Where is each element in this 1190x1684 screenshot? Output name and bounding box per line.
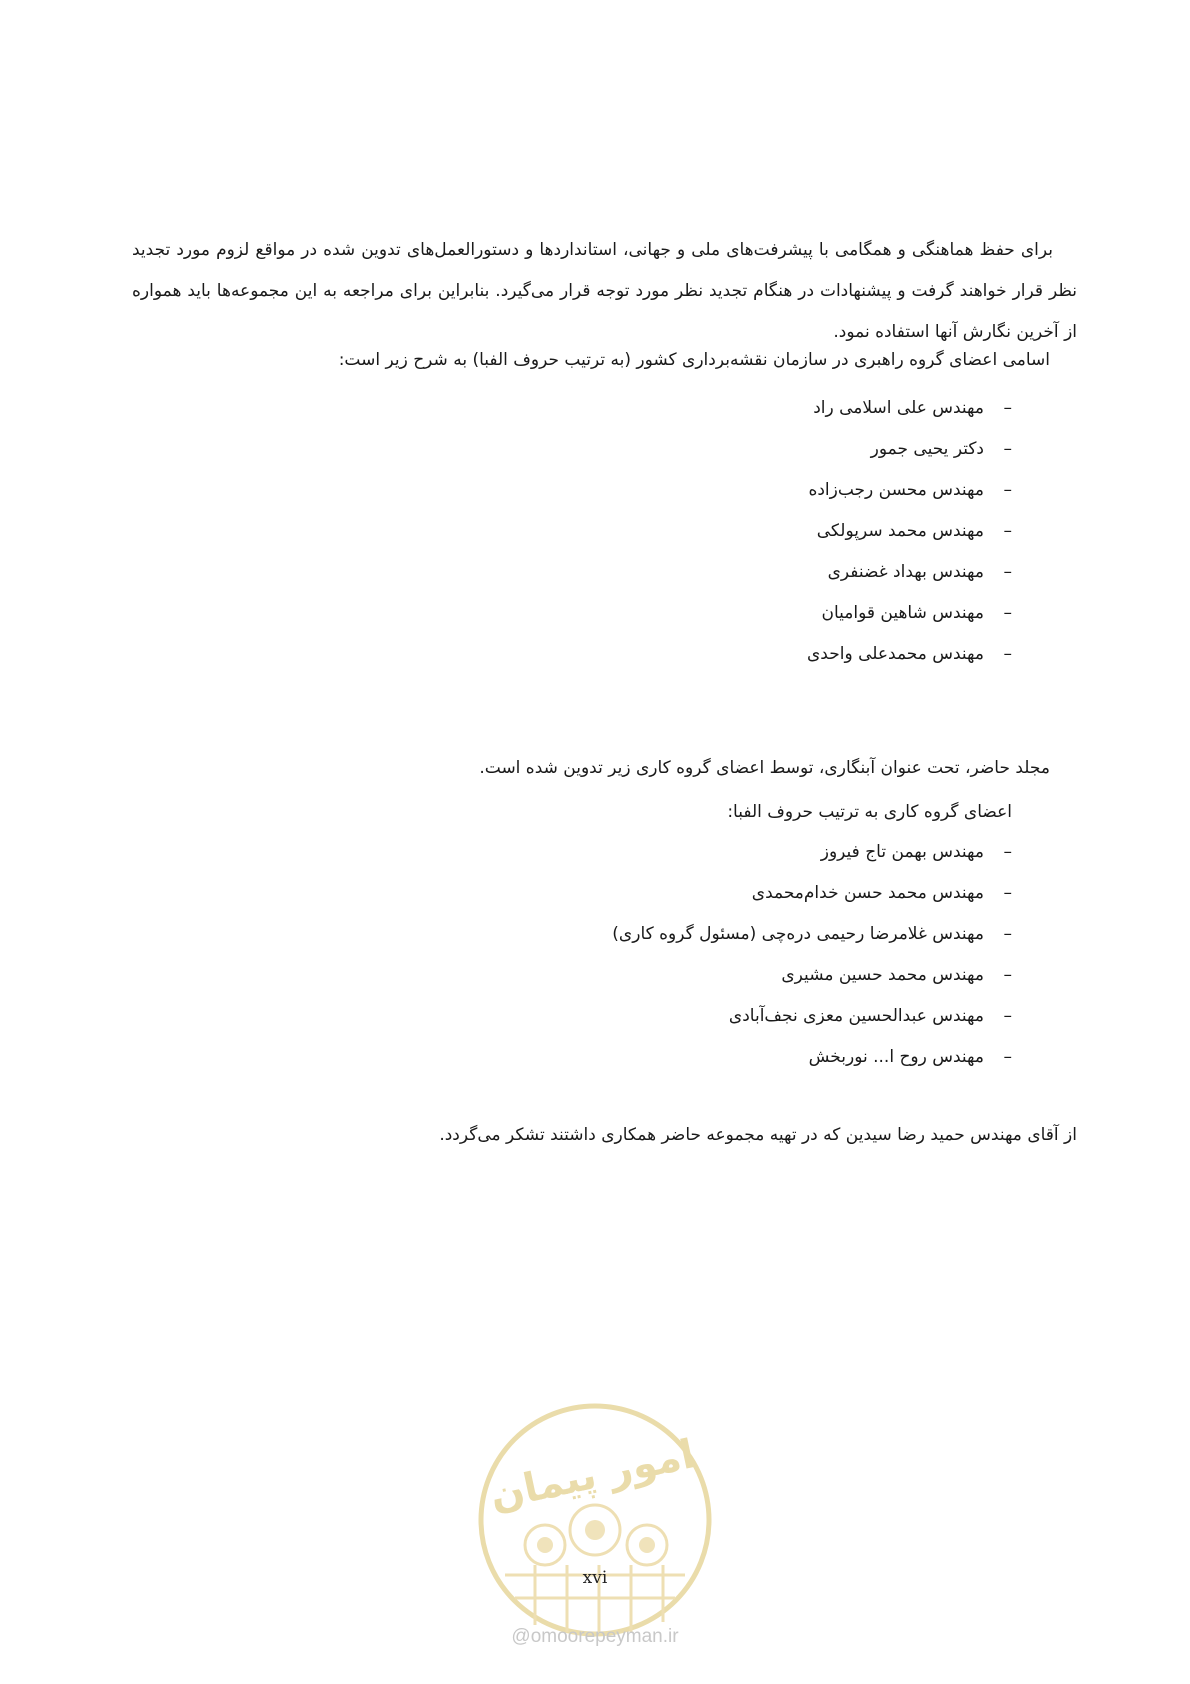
dash-marker: –	[1003, 562, 1012, 582]
dash-marker: –	[1003, 1047, 1012, 1067]
list-item: –مهندس شاهین قوامیان	[807, 593, 1012, 634]
list-item: –مهندس علی اسلامی راد	[807, 388, 1012, 429]
dash-marker: –	[1003, 1006, 1012, 1026]
dash-marker: –	[1003, 480, 1012, 500]
list-item: –مهندس محمدعلی واحدی	[807, 634, 1012, 675]
watermark-site-text: @omoorepeyman.ir	[511, 1626, 679, 1647]
dash-marker: –	[1003, 521, 1012, 541]
list-item: –مهندس عبدالحسین معزی نجف‌آبادی	[612, 996, 1012, 1037]
list-item: –مهندس محمد سرپولکی	[807, 511, 1012, 552]
dash-marker: –	[1003, 603, 1012, 623]
dash-marker: –	[1003, 439, 1012, 459]
list-item: –مهندس محسن رجب‌زاده	[807, 470, 1012, 511]
dash-marker: –	[1003, 842, 1012, 862]
list-item: –مهندس بهمن تاج فیروز	[612, 832, 1012, 873]
volume-lead: مجلد حاضر، تحت عنوان آبنگاری، توسط اعضای گروه کاری زیر تدوین شده است.	[479, 758, 1050, 778]
dash-marker: –	[1003, 924, 1012, 944]
acknowledgement-text: از آقای مهندس حمید رضا سیدین که در تهیه مجموعه حاضر همکاری داشتند تشکر می‌گردد.	[439, 1125, 1077, 1145]
list-item: –مهندس روح ا... نوربخش	[612, 1037, 1012, 1078]
steering-members-list	[807, 388, 1012, 675]
list-item: –دکتر یحیی جمور	[807, 429, 1012, 470]
list-item: –مهندس بهداد غضنفری	[807, 552, 1012, 593]
watermark-logo-icon	[475, 1400, 715, 1640]
steering-group-lead: اسامی اعضای گروه راهبری در سازمان نقشه‌برداری کشور (به ترتیب حروف الفبا) به شرح زیر است:	[338, 350, 1050, 370]
intro-paragraph: برای حفظ هماهنگی و همگامی با پیشرفت‌های ملی و جهانی، استانداردها و دستورالعمل‌های تدوین شده در مواقع لزوم مورد تجدید نظر قرار خواهند گرفت و پیشنهادات در هنگام تجدید نظر مورد توجه قرار می‌گیرد. بنابراین برای مراجعه به این مجموعه‌ها باید همواره از آخرین نگارش آنها استفاده نمود.	[132, 240, 1077, 342]
list-item: –مهندس محمد حسن خدام‌محمدی	[612, 873, 1012, 914]
list-item: –مهندس محمد حسین مشیری	[612, 955, 1012, 996]
dash-marker: –	[1003, 965, 1012, 985]
svg-text:امور پیمان: امور پیمان	[485, 1431, 699, 1520]
working-group-members-list	[612, 832, 1012, 1078]
list-item: –مهندس غلامرضا رحیمی دره‌چی (مسئول گروه کاری)	[612, 914, 1012, 955]
page-number: xvi	[582, 1568, 608, 1588]
dash-marker: –	[1003, 398, 1012, 418]
dash-marker: –	[1003, 644, 1012, 664]
working-group-lead: اعضای گروه کاری به ترتیب حروف الفبا:	[727, 802, 1012, 822]
dash-marker: –	[1003, 883, 1012, 903]
